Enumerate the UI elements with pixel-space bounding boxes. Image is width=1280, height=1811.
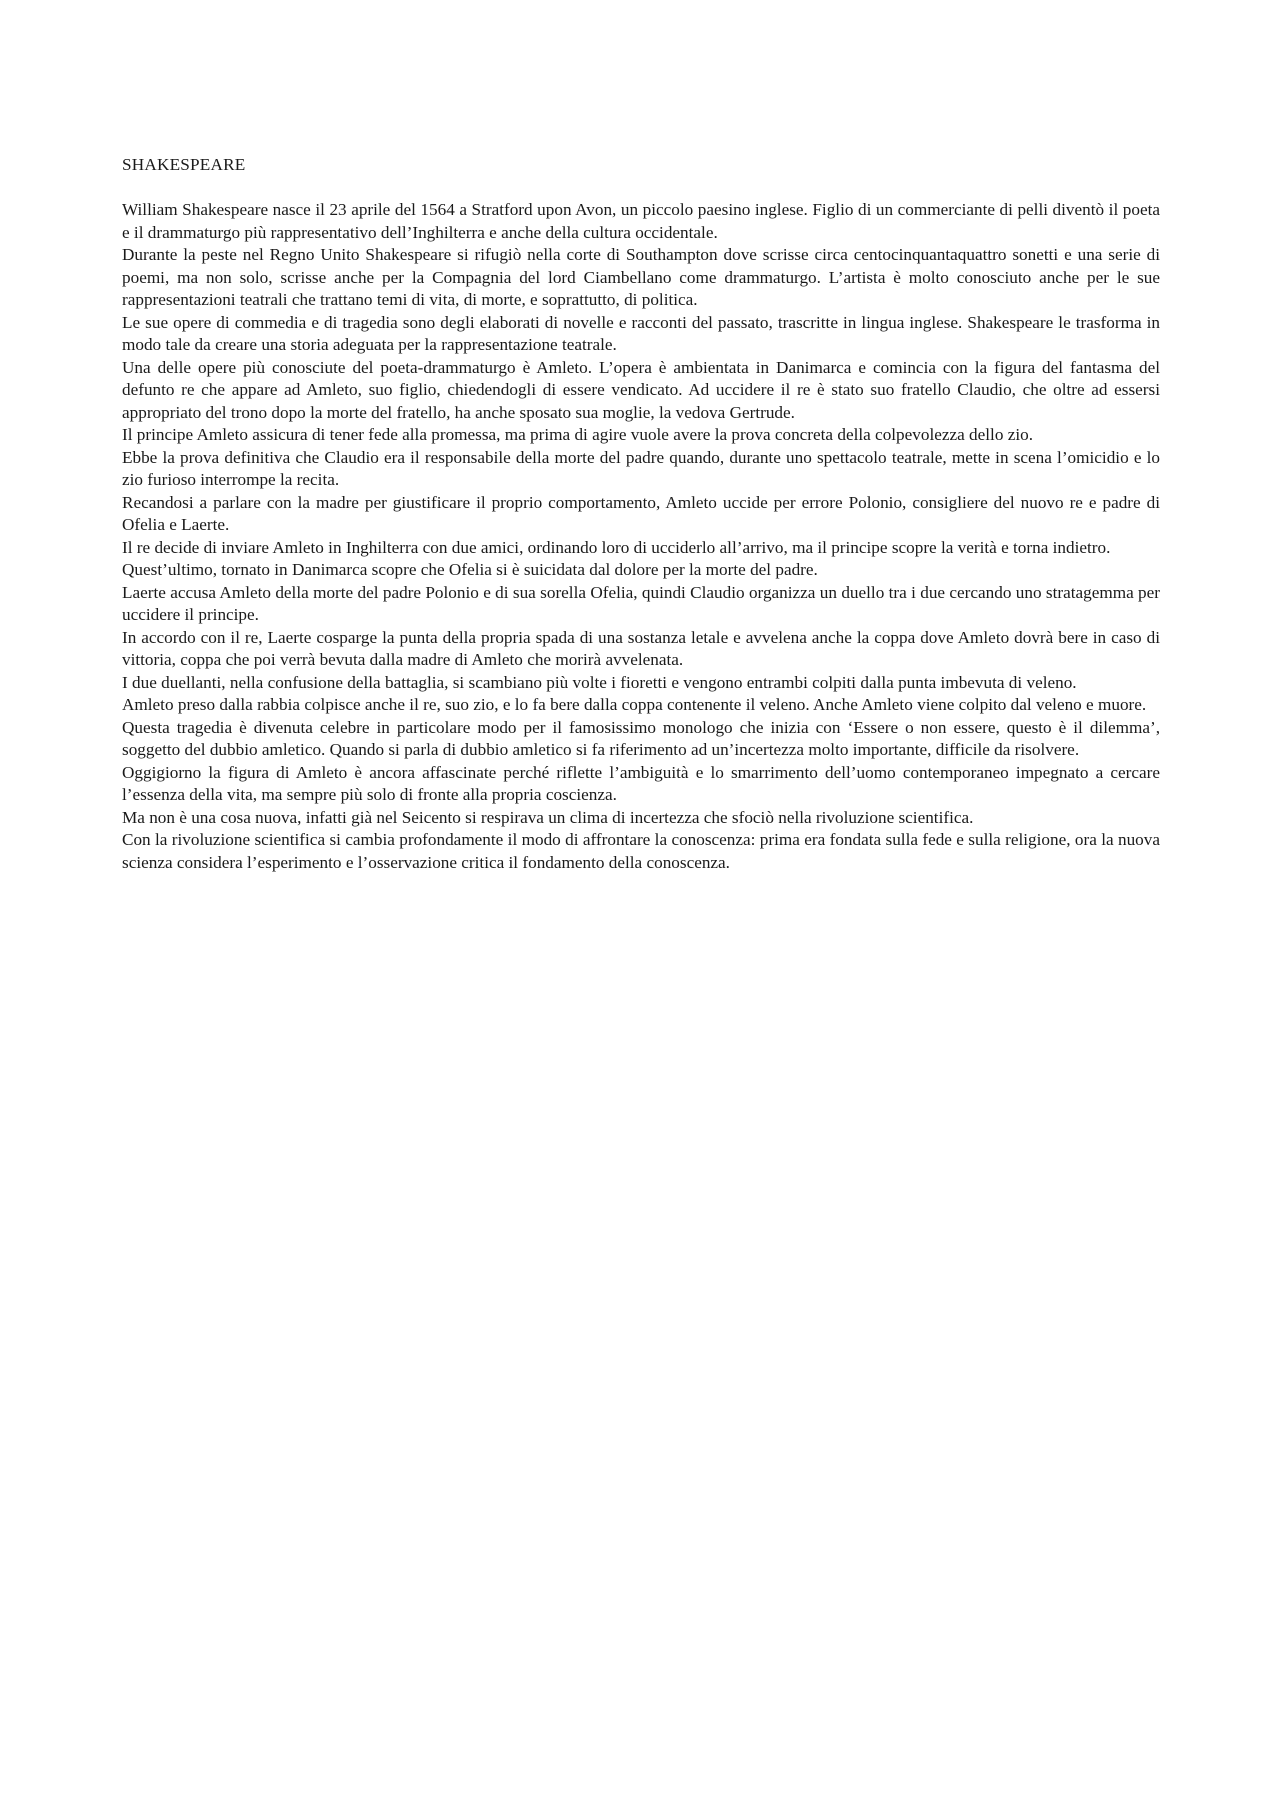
document-body (122, 154, 1160, 874)
paragraph-17: Con la rivoluzione scientifica si cambia profondamente il modo di affrontare la conoscenza: prima era fondata sulla fede e sulla religione, ora la nuova scienza considera l’esperimento e l’osservazione critica il fondamento della conoscenza. (122, 830, 1160, 872)
paragraph-6: Ebbe la prova definitiva che Claudio era il responsabile della morte del padre quando, durante uno spettacolo teatrale, mette in scena l’omicidio e lo zio furioso interrompe la recita. (122, 447, 1160, 489)
paragraph-8: Il re decide di inviare Amleto in Inghilterra con due amici, ordinando loro di ucciderlo all’arrivo, ma il principe scopre la verità e torna indietro. (122, 537, 1111, 557)
paragraph-7: Recandosi a parlare con la madre per giustificare il proprio comportamento, Amleto uccide per errore Polonio, consigliere del nuovo re e padre di Ofelia e Laerte. (122, 492, 1160, 534)
paragraph-4: Una delle opere più conosciute del poeta-drammaturgo è Amleto. L’opera è ambientata in Danimarca e comincia con la figura del fantasma del defunto re che appare ad Amleto, suo figlio, chiedendogli di essere vendicato. Ad uccidere il re è stato suo fratello Claudio, che oltre ad essersi appropriato del trono dopo la morte del fratello, ha anche sposato sua moglie, la vedova Gertrude. (122, 357, 1160, 422)
paragraph-2: Durante la peste nel Regno Unito Shakespeare si rifugiò nella corte di Southampton dove scrisse circa centocinquantaquattro sonetti e una serie di poemi, ma non solo, scrisse anche per la Compagnia del lord Ciambellano come drammaturgo. L’artista è molto conosciuto anche per le sue rappresentazioni teatrali che trattano temi di vita, di morte, e soprattutto, di politica. (122, 245, 1160, 309)
paragraph-10: Laerte accusa Amleto della morte del padre Polonio e di sua sorella Ofelia, quindi Claudio organizza un duello tra i due cercando uno stratagemma per uccidere il principe. (122, 582, 1160, 624)
paragraph-9: Quest’ultimo, tornato in Danimarca scopre che Ofelia si è suicidata dal dolore per la morte del padre. (122, 560, 818, 579)
paragraph-12: I due duellanti, nella confusione della battaglia, si scambiano più volte i fioretti e vengono entrambi colpiti dalla punta imbevuta di veleno. (122, 672, 1077, 692)
paragraph-5: Il principe Amleto assicura di tener fede alla promessa, ma prima di agire vuole avere la prova concreta della colpevolezza dello zio. (122, 425, 1034, 444)
document-title: SHAKESPEARE (122, 155, 246, 174)
paragraph-16: Ma non è una cosa nuova, infatti già nel Seicento si respirava un clima di incertezza che sfociò nella rivoluzione scientifica. (122, 807, 974, 827)
paragraph-14: Questa tragedia è divenuta celebre in particolare modo per il famosissimo monologo che inizia con ‘Essere o non essere, questo è il dilemma’, soggetto del dubbio amletico. Quando si parla di dubbio amletico si fa riferimento ad un’incertezza molto importante, difficile da risolvere. (122, 717, 1160, 759)
paragraph-13: Amleto preso dalla rabbia colpisce anche il re, suo zio, e lo fa bere dalla coppa contenente il veleno. Anche Amleto viene colpito dal veleno e muore. (122, 695, 1147, 714)
paragraph-3: Le sue opere di commedia e di tragedia sono degli elaborati di novelle e racconti del passato, trascritte in lingua inglese. Shakespeare le trasforma in modo tale da creare una storia adeguata per la rappresentazione teatrale. (122, 312, 1160, 354)
paragraph-11: In accordo con il re, Laerte cosparge la punta della propria spada di una sostanza letale e avvelena anche la coppa dove Amleto dovrà bere in caso di vittoria, coppa che poi verrà bevuta dalla madre di Amleto che morirà avvelenata. (122, 627, 1160, 669)
paragraph-1: William Shakespeare nasce il 23 aprile del 1564 a Stratford upon Avon, un piccolo paesino inglese. Figlio di un commerciante di pelli diventò il poeta e il drammaturgo più rappresentativo dell’Inghilterra e anche della cultura occidentale. (122, 200, 1160, 242)
paragraph-15: Oggigiorno la figura di Amleto è ancora affascinate perché riflette l’ambiguità e lo smarrimento dell’uomo contemporaneo impegnato a cercare l’essenza della vita, ma sempre più solo di fronte alla propria coscienza. (122, 762, 1160, 804)
